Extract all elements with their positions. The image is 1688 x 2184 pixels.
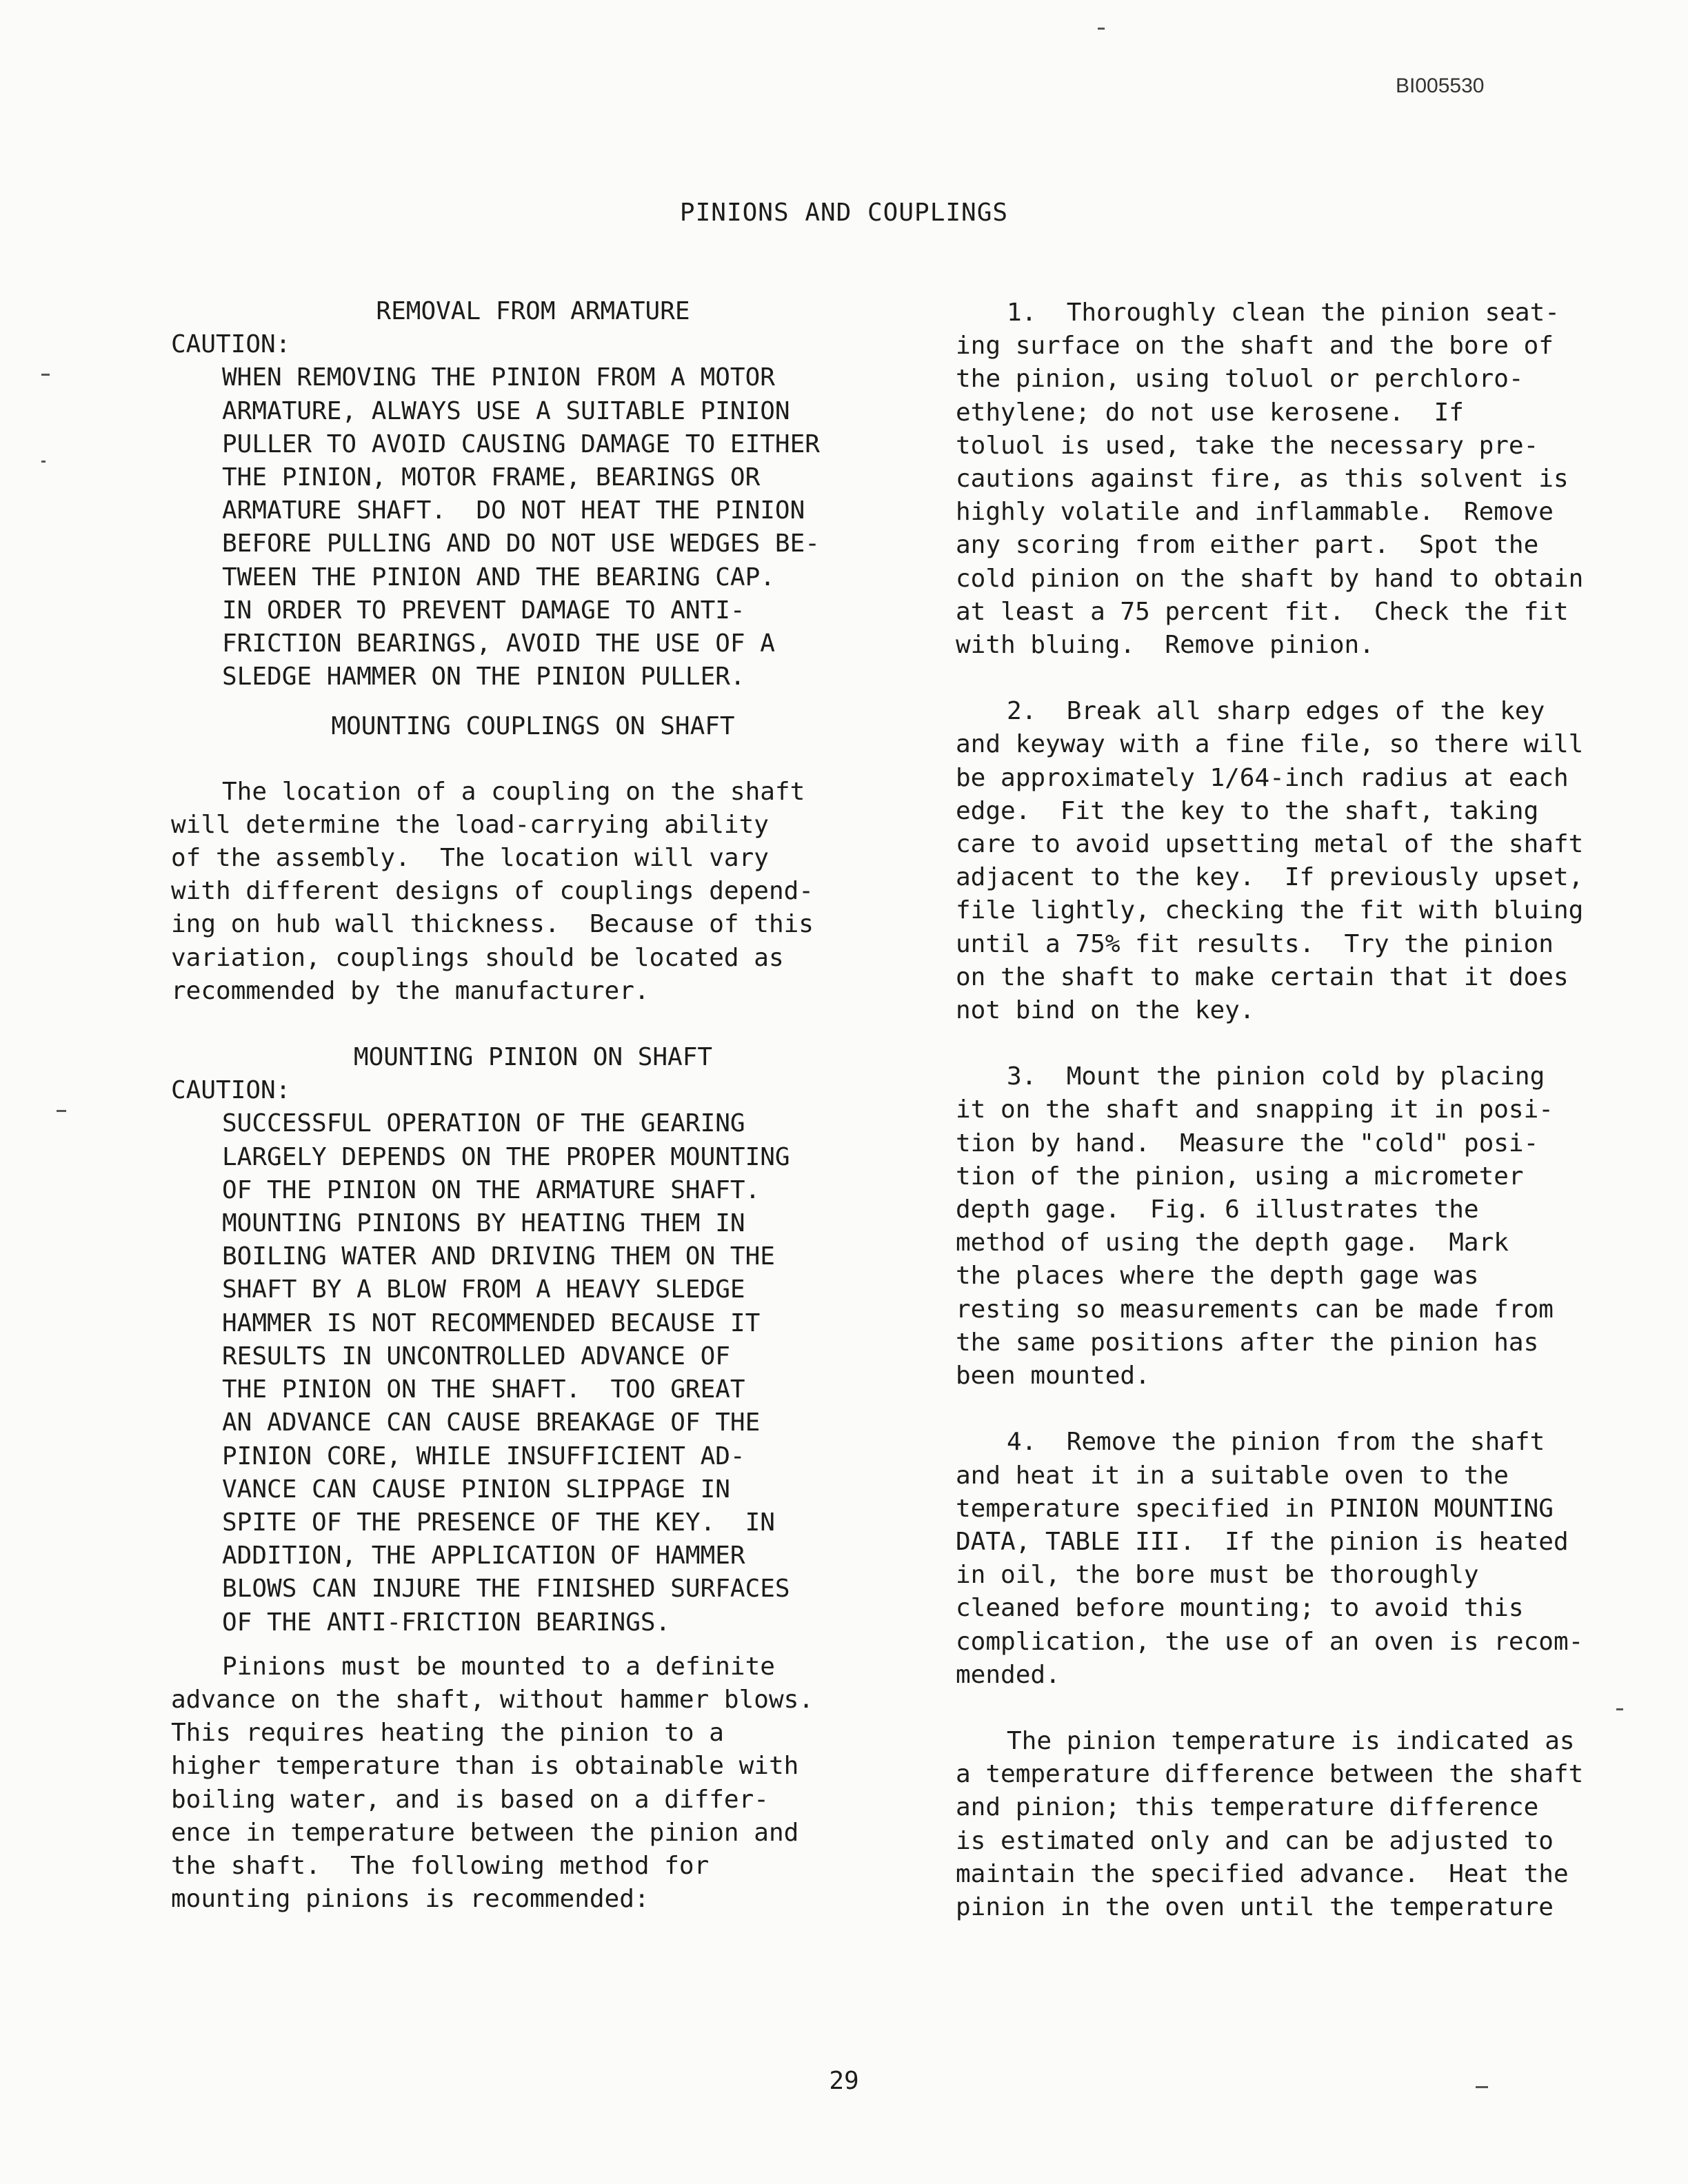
text-line: 4. Remove the pinion from the shaft bbox=[1007, 1428, 1545, 1457]
pinion-caution-text bbox=[171, 1107, 895, 1639]
text-line: WHEN REMOVING THE PINION FROM A MOTOR bbox=[222, 363, 775, 392]
text-line: of the assembly. The location will vary bbox=[171, 844, 769, 873]
text-line: maintain the specified advance. Heat the bbox=[956, 1859, 1569, 1888]
text-line: LARGELY DEPENDS ON THE PROPER MOUNTING bbox=[222, 1142, 790, 1171]
scan-mark bbox=[41, 374, 50, 376]
step-2-paragraph bbox=[956, 695, 1659, 1027]
text-line: MOUNTING PINIONS BY HEATING THEM IN bbox=[222, 1209, 745, 1238]
scan-mark bbox=[57, 1110, 66, 1112]
couplings-heading: MOUNTING COUPLINGS ON SHAFT bbox=[331, 712, 735, 741]
text-line: with different designs of couplings depend- bbox=[171, 877, 814, 906]
scan-mark bbox=[1476, 2086, 1488, 2088]
text-line: HAMMER IS NOT RECOMMENDED BECAUSE IT bbox=[222, 1308, 761, 1337]
text-line: variation, couplings should be located as bbox=[171, 943, 784, 972]
text-line: highly volatile and inflammable. Remove bbox=[956, 498, 1554, 527]
text-line: at least a 75 percent fit. Check the fit bbox=[956, 597, 1569, 626]
text-line: and pinion; this temperature difference bbox=[956, 1793, 1539, 1822]
text-line: ARMATURE, ALWAYS USE A SUITABLE PINION bbox=[222, 396, 790, 425]
text-line: resting so measurements can be made from bbox=[956, 1295, 1554, 1324]
text-line: AN ADVANCE CAN CAUSE BREAKAGE OF THE bbox=[222, 1408, 761, 1437]
text-line: IN ORDER TO PREVENT DAMAGE TO ANTI- bbox=[222, 596, 745, 625]
text-line: VANCE CAN CAUSE PINION SLIPPAGE IN bbox=[222, 1475, 730, 1504]
text-line: The location of a coupling on the shaft bbox=[222, 777, 805, 806]
text-line: until a 75% fit results. Try the pinion bbox=[956, 929, 1554, 958]
text-line: method of using the depth gage. Mark bbox=[956, 1228, 1509, 1257]
text-line: care to avoid upsetting metal of the shaft bbox=[956, 830, 1584, 859]
text-line: ADDITION, THE APPLICATION OF HAMMER bbox=[222, 1541, 745, 1570]
text-line: edge. Fit the key to the shaft, taking bbox=[956, 796, 1539, 825]
text-line: This requires heating the pinion to a bbox=[171, 1719, 724, 1748]
text-line: OF THE ANTI-FRICTION BEARINGS. bbox=[222, 1608, 671, 1637]
text-line: THE PINION, MOTOR FRAME, BEARINGS OR bbox=[222, 463, 761, 492]
text-line: and heat it in a suitable oven to the bbox=[956, 1461, 1509, 1490]
text-line: Pinions must be mounted to a definite bbox=[222, 1652, 775, 1681]
couplings-paragraph bbox=[171, 776, 895, 1008]
text-line: advance on the shaft, without hammer blows. bbox=[171, 1685, 814, 1714]
text-line: RESULTS IN UNCONTROLLED ADVANCE OF bbox=[222, 1342, 730, 1371]
step-4-paragraph bbox=[956, 1426, 1659, 1692]
text-line: any scoring from either part. Spot the bbox=[956, 531, 1539, 560]
text-line: been mounted. bbox=[956, 1362, 1150, 1391]
text-line: on the shaft to make certain that it does bbox=[956, 962, 1569, 991]
scan-mark bbox=[1098, 28, 1105, 30]
text-line: SLEDGE HAMMER ON THE PINION PULLER. bbox=[222, 663, 745, 691]
text-line: SPITE OF THE PRESENCE OF THE KEY. IN bbox=[222, 1508, 775, 1537]
text-line: THE PINION ON THE SHAFT. TOO GREAT bbox=[222, 1375, 745, 1404]
removal-caution-text bbox=[171, 361, 895, 694]
text-line: with bluing. Remove pinion. bbox=[956, 631, 1374, 660]
temperature-paragraph bbox=[956, 1725, 1659, 1924]
text-line: tion of the pinion, using a micrometer bbox=[956, 1162, 1524, 1191]
text-line: BLOWS CAN INJURE THE FINISHED SURFACES bbox=[222, 1575, 790, 1604]
text-line: be approximately 1/64-inch radius at each bbox=[956, 763, 1569, 792]
text-line: mounting pinions is recommended: bbox=[171, 1885, 650, 1914]
text-line: file lightly, checking the fit with bluing bbox=[956, 896, 1584, 925]
text-line: boiling water, and is based on a differ- bbox=[171, 1785, 769, 1814]
method-paragraph bbox=[171, 1650, 895, 1917]
text-line: and keyway with a fine file, so there will bbox=[956, 730, 1584, 759]
text-line: ethylene; do not use kerosene. If bbox=[956, 398, 1464, 427]
pinion-caution-label: CAUTION: bbox=[171, 1076, 291, 1105]
text-line: the places where the depth gage was bbox=[956, 1262, 1479, 1291]
text-line: cautions against fire, as this solvent is bbox=[956, 465, 1569, 494]
text-line: PINION CORE, WHILE INSUFFICIENT AD- bbox=[222, 1442, 745, 1470]
text-line: the pinion, using toluol or perchloro- bbox=[956, 365, 1524, 394]
text-line: higher temperature than is obtainable with bbox=[171, 1752, 799, 1781]
removal-caution-label: CAUTION: bbox=[171, 330, 291, 359]
page-title: PINIONS AND COUPLINGS bbox=[679, 199, 1009, 227]
right-column bbox=[956, 296, 1659, 1924]
step-3-paragraph bbox=[956, 1060, 1659, 1393]
text-line: adjacent to the key. If previously upset, bbox=[956, 863, 1584, 892]
text-line: BOILING WATER AND DRIVING THEM ON THE bbox=[222, 1242, 775, 1271]
removal-heading: REMOVAL FROM ARMATURE bbox=[376, 297, 690, 325]
text-line: a temperature difference between the shaft bbox=[956, 1760, 1584, 1789]
text-line: tion by hand. Measure the "cold" posi- bbox=[956, 1129, 1539, 1157]
page-number: 29 bbox=[829, 2067, 859, 2095]
text-line: it on the shaft and snapping it in posi- bbox=[956, 1095, 1554, 1124]
text-line: not bind on the key. bbox=[956, 996, 1255, 1025]
text-line: mended. bbox=[956, 1660, 1061, 1689]
text-line: 3. Mount the pinion cold by placing bbox=[1007, 1062, 1545, 1091]
text-line: ARMATURE SHAFT. DO NOT HEAT THE PINION bbox=[222, 496, 805, 525]
text-line: depth gage. Fig. 6 illustrates the bbox=[956, 1195, 1479, 1224]
text-line: the same positions after the pinion has bbox=[956, 1328, 1539, 1357]
document-id: BI005530 bbox=[1396, 74, 1485, 97]
text-line: ence in temperature between the pinion and bbox=[171, 1818, 799, 1847]
text-line: toluol is used, take the necessary pre- bbox=[956, 431, 1539, 460]
text-line: cold pinion on the shaft by hand to obtain bbox=[956, 564, 1584, 593]
text-line: The pinion temperature is indicated as bbox=[1007, 1726, 1575, 1755]
text-line: recommended by the manufacturer. bbox=[171, 976, 650, 1005]
text-line: pinion in the oven until the temperature bbox=[956, 1892, 1554, 1921]
text-line: complication, the use of an oven is recom- bbox=[956, 1627, 1584, 1656]
text-line: PULLER TO AVOID CAUSING DAMAGE TO EITHER bbox=[222, 429, 820, 458]
step-1-paragraph bbox=[956, 296, 1659, 662]
text-line: temperature specified in PINION MOUNTING bbox=[956, 1494, 1554, 1523]
text-line: SUCCESSFUL OPERATION OF THE GEARING bbox=[222, 1109, 745, 1138]
text-line: ing on hub wall thickness. Because of this bbox=[171, 910, 814, 939]
scan-mark bbox=[1616, 1708, 1623, 1710]
text-line: the shaft. The following method for bbox=[171, 1851, 710, 1880]
scan-mark bbox=[41, 461, 46, 463]
text-line: 1. Thoroughly clean the pinion seat- bbox=[1007, 299, 1560, 327]
text-line: in oil, the bore must be thoroughly bbox=[956, 1561, 1479, 1590]
text-line: BEFORE PULLING AND DO NOT USE WEDGES BE- bbox=[222, 529, 820, 558]
text-line: OF THE PINION ON THE ARMATURE SHAFT. bbox=[222, 1175, 761, 1204]
text-line: will determine the load-carrying ability bbox=[171, 810, 769, 839]
pinion-heading: MOUNTING PINION ON SHAFT bbox=[353, 1043, 713, 1072]
text-line: cleaned before mounting; to avoid this bbox=[956, 1594, 1524, 1623]
text-line: is estimated only and can be adjusted to bbox=[956, 1826, 1554, 1855]
text-line: DATA, TABLE III. If the pinion is heated bbox=[956, 1527, 1569, 1556]
text-line: 2. Break all sharp edges of the key bbox=[1007, 697, 1545, 726]
text-line: ing surface on the shaft and the bore of bbox=[956, 332, 1554, 361]
text-line: TWEEN THE PINION AND THE BEARING CAP. bbox=[222, 563, 775, 592]
left-column bbox=[171, 295, 895, 1916]
text-line: FRICTION BEARINGS, AVOID THE USE OF A bbox=[222, 629, 775, 658]
text-line: SHAFT BY A BLOW FROM A HEAVY SLEDGE bbox=[222, 1275, 745, 1304]
